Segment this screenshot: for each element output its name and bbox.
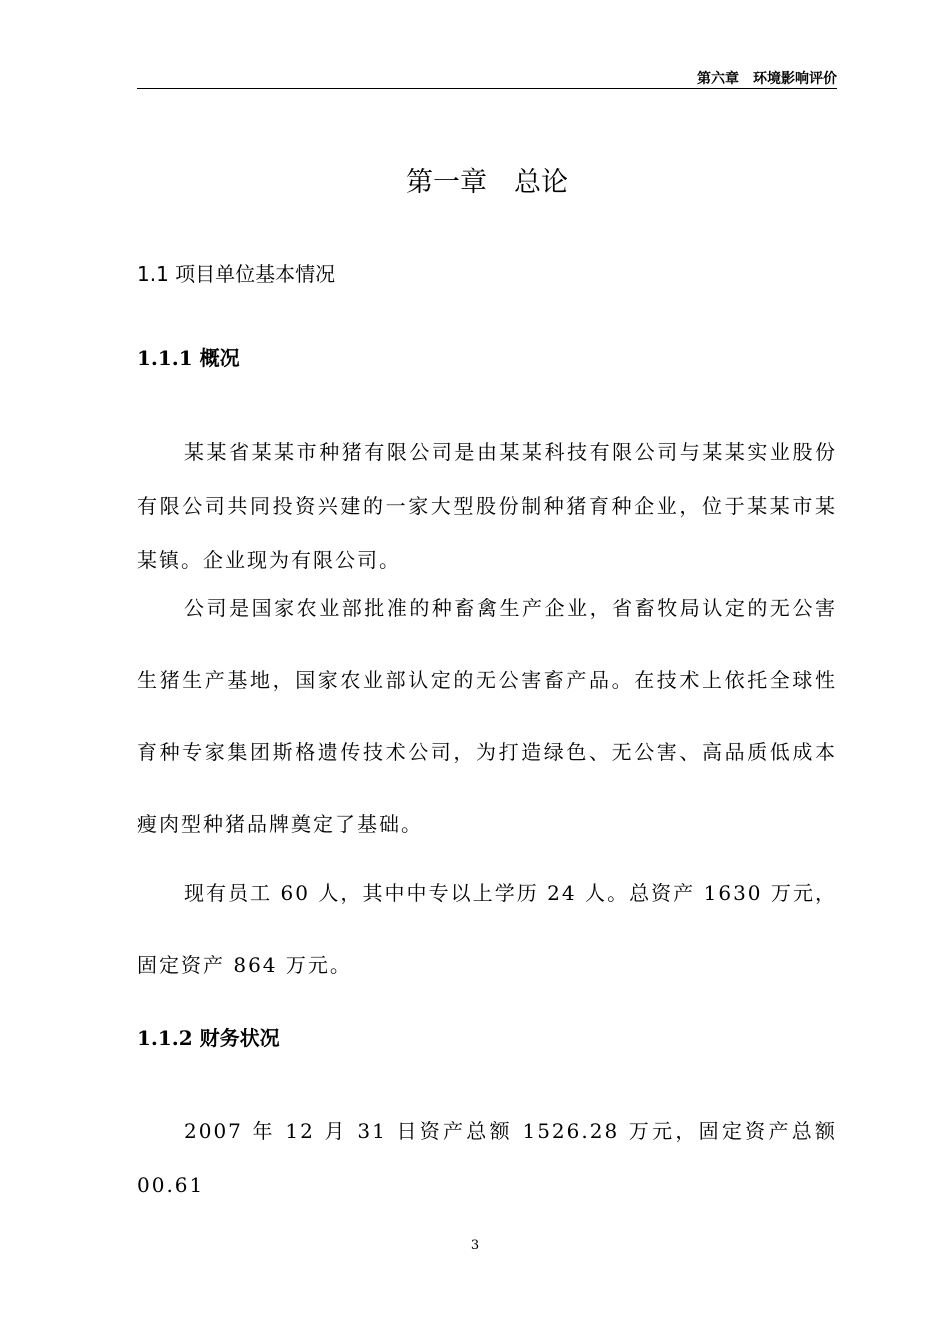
paragraph-staff-assets: 现有员工 60 人，其中中专以上学历 24 人。总资产 1630 万元，固定资产 864 万元。 <box>137 881 837 977</box>
paragraph-finance: 2007 年 12 月 31 日资产总额 1526.28 万元，固定资产总额 00.61 <box>137 1119 837 1197</box>
running-header: 第六章 环境影响评价 <box>697 71 837 87</box>
subsection-title-finance: 1.1.2 财务状况 <box>137 1026 280 1050</box>
header-rule <box>137 88 837 89</box>
section-title: 1.1 项目单位基本情况 <box>137 262 336 286</box>
chapter-title: 第一章 总论 <box>406 167 568 198</box>
subsection-title-overview: 1.1.1 概况 <box>137 346 240 370</box>
page-number: 3 <box>470 1238 480 1253</box>
paragraph-company-intro: 某某省某某市种猪有限公司是由某某科技有限公司与某某实业股份有限公司共同投资兴建的一家大型股份制种猪育种企业，位于某某市某某镇。企业现为有限公司。 <box>137 440 837 572</box>
paragraph-company-certification: 公司是国家农业部批准的种畜禽生产企业，省畜牧局认定的无公害生猪生产基地，国家农业部认定的无公害畜产品。在技术上依托全球性育种专家集团斯格遗传技术公司，为打造绿色、无公害、高品质低成本瘦肉型种猪品牌奠定了基础。 <box>137 596 837 836</box>
